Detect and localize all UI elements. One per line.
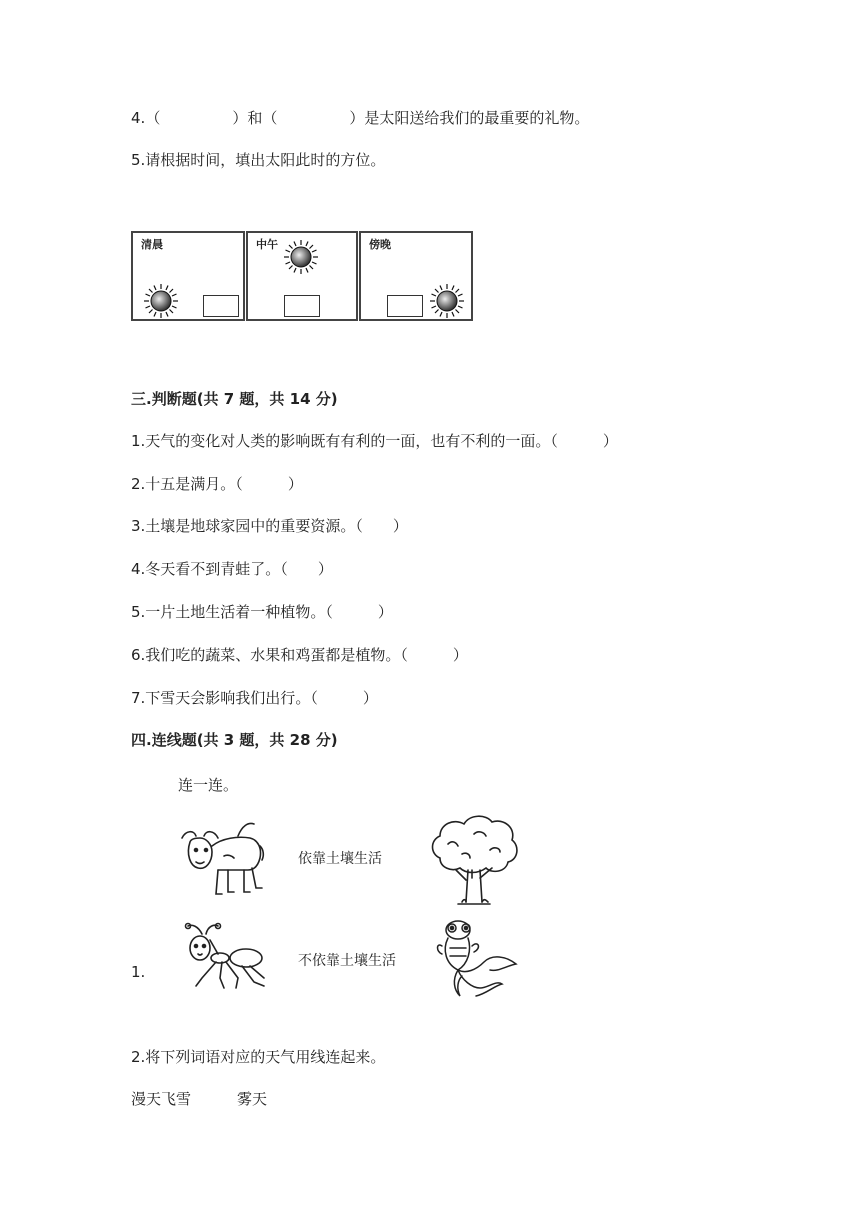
- weather-word-1: 漫天飞雪: [131, 1090, 192, 1108]
- answer-box-morning: [203, 295, 239, 317]
- q4-left-paren: （: [145, 109, 161, 127]
- connect-figure: [170, 810, 530, 1010]
- panel-evening-label: 傍晚: [369, 238, 391, 251]
- q4-end-text: ）是太阳送给我们的最重要的礼物。: [349, 109, 590, 127]
- connect-instruction: 连一连。: [178, 776, 239, 794]
- section-3-title: 三.判断题(共 7 题，共 14 分): [131, 390, 338, 408]
- panel-noon: [246, 231, 358, 321]
- judge-item-4: 4.冬天看不到青蛙了。（ ）: [131, 560, 333, 578]
- panel-morning-label: 清晨: [141, 238, 163, 251]
- question-4: [131, 107, 589, 128]
- ant-icon: [180, 922, 270, 994]
- panel-noon-label: 中午: [256, 238, 278, 251]
- judge-item-5: 5.一片土地生活着一种植物。（ ）: [131, 603, 393, 621]
- label-not-depend-soil: 不依靠土壤生活: [298, 953, 396, 969]
- answer-box-evening: [387, 295, 423, 317]
- q4-number: 4.: [131, 109, 146, 127]
- section-4-title: 四.连线题(共 3 题，共 28 分): [131, 731, 338, 749]
- sun-icon: [429, 283, 465, 319]
- q4-middle-text: ）和（: [232, 109, 278, 127]
- question-5: 5.请根据时间，填出太阳此时的方位。: [131, 151, 386, 169]
- label-depend-soil: 依靠土壤生活: [298, 851, 382, 867]
- connect-question-number: 1.: [131, 963, 146, 981]
- weather-word-row: [131, 1088, 267, 1109]
- judge-item-6: 6.我们吃的蔬菜、水果和鸡蛋都是植物。（ ）: [131, 646, 468, 664]
- judge-item-7: 7.下雪天会影响我们出行。（ ）: [131, 689, 378, 707]
- judge-item-3: 3.土壤是地球家园中的重要资源。（ ）: [131, 517, 408, 535]
- sun-position-figure: [131, 231, 473, 323]
- judge-item-1: 1.天气的变化对人类的影响既有有利的一面，也有不利的一面。（ ）: [131, 432, 618, 450]
- panel-evening: [359, 231, 473, 321]
- judge-item-2: 2.十五是满月。（ ）: [131, 475, 303, 493]
- connect-question-2: 2.将下列词语对应的天气用线连起来。: [131, 1048, 386, 1066]
- answer-box-noon: [284, 295, 320, 317]
- panel-morning: [131, 231, 245, 321]
- tree-icon: [426, 812, 522, 908]
- sun-icon: [283, 239, 319, 275]
- weather-word-2: 雾天: [237, 1090, 268, 1108]
- sun-icon: [143, 283, 179, 319]
- goldfish-icon: [436, 918, 524, 1000]
- cow-icon: [178, 816, 268, 902]
